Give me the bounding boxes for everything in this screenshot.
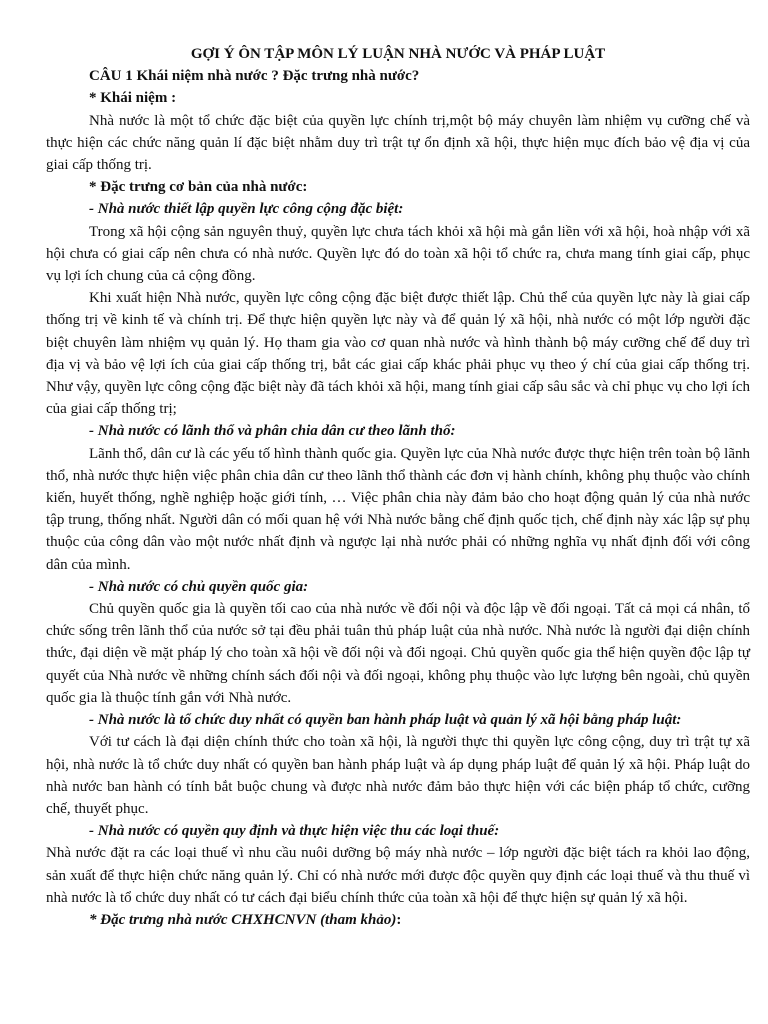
feature-2-paragraph: Lãnh thổ, dân cư là các yếu tố hình thành quốc gia. Quyền lực của Nhà nước được thực hiện trên toàn bộ lãnh thổ, nhà nước thực hiện việc phân chia dân cư theo lãnh thổ thành các đơn vị hành chính, không phụ thuộc vào chính kiến, huyết thống, nghề nghiệp hoặc giới tính, … Việc phân chia này đảm bảo cho hoạt động quản lý của nhà nước tập trung, thống nhất. Người dân có mối quan hệ với Nhà nước bằng chế định quốc tịch, chế định này xác lập sự phụ thuộc của công dân vào một nước nhất định và ngược lại nhà nước phải có những nghĩa vụ nhất định đối với công dân của mình. — [46, 445, 750, 573]
concept-heading: * Khái niệm : — [89, 90, 177, 107]
concept-paragraph: Nhà nước là một tổ chức đặc biệt của quyền lực chính trị,một bộ máy chuyên làm nhiệm vụ cưỡng chế và thực hiện các chức năng quản lí đặc biệt nhằm duy trì trật tự ổn định xã hội, thực hiện mục đích bảo vệ địa vị của giai cấp thống trị. — [46, 112, 750, 174]
feature-6-heading-text: * Đặc trưng nhà nước CHXHCNVN (tham khảo) — [89, 911, 397, 928]
feature-5-paragraph: Nhà nước đặt ra các loại thuế vì nhu cầu nuôi dưỡng bộ máy nhà nước – lớp người đặc biệt tách ra khỏi lao động, sản xuất để thực hiện chức năng quản lý. Chỉ có nhà nước mới được độc quyền quy định các loại thuế và thu thuế vì nhà nước là tổ chức duy nhất có tư cách đại biểu chính thức của toàn xã hội để thực hiện sự quản lý xã hội. — [46, 845, 750, 906]
question-heading: CÂU 1 Khái niệm nhà nước ? Đặc trưng nhà nước? — [89, 68, 420, 85]
feature-3-paragraph: Chủ quyền quốc gia là quyền tối cao của nhà nước về đối nội và độc lập về đối ngoại. Tất cả mọi cá nhân, tổ chức sống trên lãnh thổ của nước sở tại đều phải tuân thủ pháp luật của nhà nước. Nhà nước là người đại diện chính thức, đại diện về mặt pháp lý cho toàn xã hội về đối nội và đối ngoại. Chủ quyền quốc gia thể hiện quyền độc lập tự quyết của Nhà nước về những chính sách đối nội và đối ngoại, không phụ thuộc vào lực lượng bên ngoài, chủ quyền quốc gia là thuộc tính gắn với Nhà nước. — [46, 601, 750, 706]
features-heading: * Đặc trưng cơ bản của nhà nước: — [89, 179, 308, 196]
feature-2-heading: - Nhà nước có lãnh thổ và phân chia dân cư theo lãnh thổ: — [89, 423, 456, 440]
feature-6-heading-colon: : — [396, 911, 402, 928]
feature-3-heading: - Nhà nước có chủ quyền quốc gia: — [89, 578, 309, 595]
feature-1-paragraph-2: Khi xuất hiện Nhà nước, quyền lực công cộng đặc biệt được thiết lập. Chủ thể của quyền lực này là giai cấp thống trị về kinh tế và chính trị. Để thực hiện quyền lực này và để quản lý xã hội, nhà nước có một lớp người đặc biệt chuyên làm nhiệm vụ quản lý. Họ tham gia vào cơ quan nhà nước và hình thành bộ máy cưỡng chế để duy trì địa vị và bảo vệ lợi ích của giai cấp thống trị, bắt các giai cấp khác phải phục vụ theo ý chí của giai cấp thống trị. Như vậy, quyền lực công cộng đặc biệt này đã tách khỏi xã hội, mang tính giai cấp sâu sắc và chỉ phục vụ cho lợi ích của giai cấp thống trị; — [46, 290, 750, 418]
feature-4-paragraph: Với tư cách là đại diện chính thức cho toàn xã hội, là người thực thi quyền lực công cộng, duy trì trật tự xã hội, nhà nước là tổ chức duy nhất có quyền ban hành pháp luật và áp dụng pháp luật để quản lý xã hội. Pháp luật do nhà nước ban hành có tính bắt buộc chung và được nhà nước đảm bảo thực hiện với các biện pháp tổ chức, cưỡng chế, thuyết phục. — [46, 734, 750, 817]
feature-1-heading: - Nhà nước thiết lập quyền lực công cộng đặc biệt: — [89, 201, 404, 218]
feature-6-heading — [89, 909, 750, 931]
feature-5-heading: - Nhà nước có quyền quy định và thực hiện việc thu các loại thuế: — [89, 823, 500, 840]
feature-1-paragraph-1: Trong xã hội cộng sản nguyên thuỷ, quyền lực chưa tách khỏi xã hội mà gắn liền với xã hội, hoà nhập với xã hội chưa có giai cấp nên chưa có nhà nước. Quyền lực đó do toàn xã hội tổ chức ra, chưa mang tính giai cấp, phục vụ lợi ích chung của cả cộng đồng. — [46, 223, 750, 285]
feature-4-heading: - Nhà nước là tổ chức duy nhất có quyền ban hành pháp luật và quản lý xã hội bằng pháp luật: — [89, 712, 682, 729]
document-title: GỢI Ý ÔN TẬP MÔN LÝ LUẬN NHÀ NƯỚC VÀ PHÁP LUẬT — [190, 46, 606, 62]
